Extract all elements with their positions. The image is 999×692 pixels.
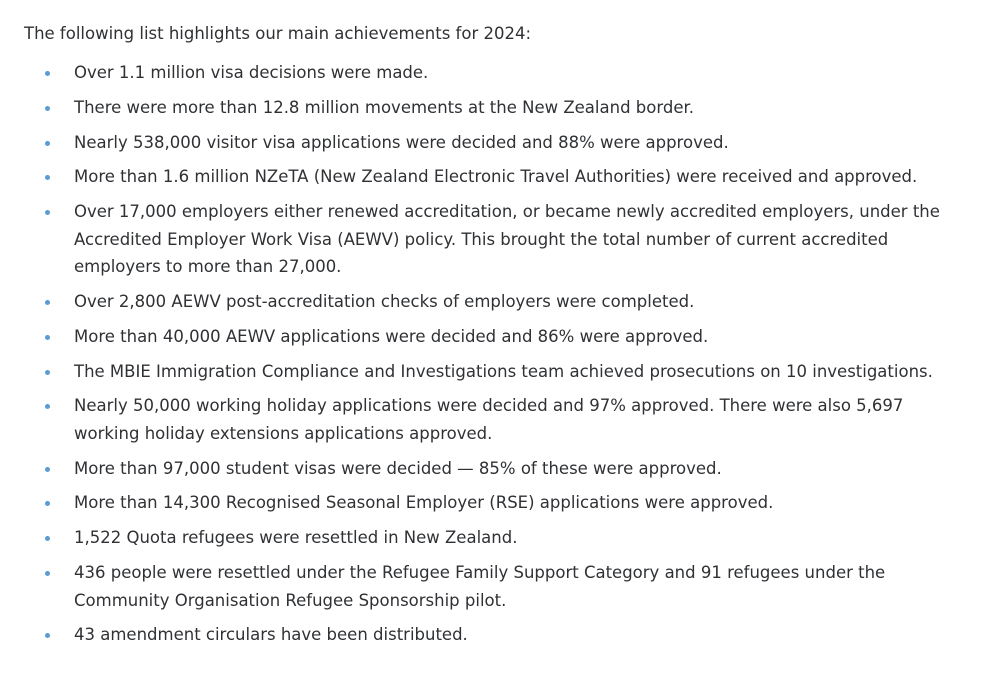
list-item-text: Nearly 538,000 visitor visa applications were decided and 88% were approved.: [74, 132, 729, 152]
list-item-text: 1,522 Quota refugees were resettled in New Zealand.: [74, 528, 518, 548]
bullet-icon: [45, 175, 50, 180]
list-item-text: There were more than 12.8 million movements at the New Zealand border.: [74, 97, 694, 117]
list-item: [24, 94, 974, 122]
list-item: [24, 392, 974, 447]
list-item-text: Over 1.1 million visa decisions were made.: [74, 63, 429, 82]
list-item-text: Over 2,800 AEWV post-accreditation checks of employers were completed.: [74, 291, 695, 311]
bullet-icon: [45, 210, 50, 215]
list-item: [24, 524, 974, 552]
list-item: [24, 198, 974, 281]
list-item: [24, 455, 974, 483]
intro-text: The following list highlights our main achievements for 2024:: [24, 24, 532, 43]
list-item: [24, 621, 974, 649]
list-item-text: More than 1.6 million NZeTA (New Zealand Electronic Travel Authorities) were received and approved.: [74, 167, 918, 187]
bullet-icon: [45, 633, 50, 638]
bullet-icon: [45, 467, 50, 472]
list-item-text: More than 97,000 student visas were decided — 85% of these were approved.: [74, 458, 722, 478]
list-item: [24, 323, 974, 351]
bullet-icon: [45, 106, 50, 111]
bullet-icon: [45, 300, 50, 305]
bullet-icon: [45, 71, 50, 76]
list-item: [24, 489, 974, 517]
list-item: [24, 358, 974, 386]
list-item-text: More than 14,300 Recognised Seasonal Employer (RSE) applications were approved.: [74, 493, 774, 513]
list-item-text: Nearly 50,000 working holiday applications were decided and 97% approved. There were also 5,697 working holiday extensions applications approved.: [74, 396, 904, 443]
achievements-section: [24, 20, 974, 656]
list-item: [24, 288, 974, 316]
bullet-icon: [45, 335, 50, 340]
list-item-text: 43 amendment circulars have been distributed.: [74, 625, 468, 645]
list-item: [24, 163, 974, 191]
bullet-icon: [45, 141, 50, 146]
bullet-icon: [45, 536, 50, 541]
list-item: [24, 129, 974, 157]
list-item-text: The MBIE Immigration Compliance and Investigations team achieved prosecutions on 10 investigations.: [74, 361, 933, 381]
list-item-text: 436 people were resettled under the Refugee Family Support Category and 91 refugees under the Community Organisation Refugee Sponsorship pilot.: [74, 563, 886, 610]
bullet-icon: [45, 571, 50, 576]
bullet-icon: [45, 501, 50, 506]
list-item-text: More than 40,000 AEWV applications were decided and 86% were approved.: [74, 326, 709, 346]
list-item: [24, 559, 974, 614]
achievements-list: [24, 59, 974, 649]
list-item-text: Over 17,000 employers either renewed accreditation, or became newly accredited employers, under the Accredited Employer Work Visa (AEWV) policy. This brought the total number of current accredited employers to more than 27,000.: [74, 202, 940, 277]
bullet-icon: [45, 370, 50, 375]
bullet-icon: [45, 404, 50, 409]
list-item: [24, 59, 974, 87]
